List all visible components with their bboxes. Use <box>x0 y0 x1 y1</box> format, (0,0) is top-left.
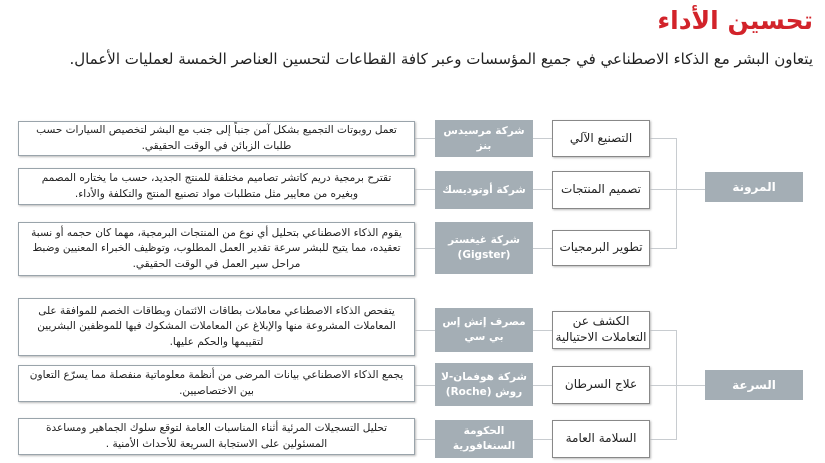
company-box: شركة أوتوديسك <box>435 171 533 209</box>
company-box: مصرف إتش إس بي سي <box>435 308 533 352</box>
category-box: تصميم المنتجات <box>552 171 650 209</box>
connector-line <box>415 248 435 249</box>
bracket-line <box>676 138 677 249</box>
company-box: الحكومة السنغافورية <box>435 420 533 458</box>
page-subtitle: يتعاون البشر مع الذكاء الاصطناعي في جميع المؤسسات وعبر كافة القطاعات لتحسين العناصر الخمسة لعمليات الأعمال. <box>69 50 813 68</box>
category-box: الكشف عن التعاملات الاحتيالية <box>552 311 650 349</box>
bracket-line <box>650 248 676 249</box>
connector-line <box>415 189 435 190</box>
bracket-line <box>650 385 705 386</box>
description-box: تحليل التسجيلات المرئية أثناء المناسبات العامة لتوقع سلوك الجماهير ومساعدة المسئولين على الاستجابة السريعة للأحداث الأمنية . <box>18 418 415 455</box>
connector-line <box>533 439 552 440</box>
connector-line <box>533 189 552 190</box>
description-box: يقوم الذكاء الاصطناعي بتحليل أي نوع من المنتجات البرمجية، مهما كان حجمه أو نسبة تعقيده، مما يتيح للبشر سرعة تقدير العمل المطلوب، وتوظيف الخبراء المعنيين وضبط مراحل سير العمل في الوقت الحقيقي. <box>18 222 415 276</box>
description-box: تعمل روبوتات التجميع بشكل آمن جنباً إلى جنب مع البشر لتخصيص السيارات حسب طلبات الزبائن في الوقت الحقيقي. <box>18 121 415 156</box>
description-box: تقترح برمجية دريم كاتشر تصاميم مختلفة للمنتج الجديد، حسب ما يختاره المصمم وبغيره من معايير مثل متطلبات مواد تصنيع المنتج والتكلفة والأداء. <box>18 168 415 205</box>
connector-line <box>533 330 552 331</box>
description-box: يجمع الذكاء الاصطناعي بيانات المرضى من أنظمة معلوماتية منفصلة مما يسرّع التعاون بين الاختصاصيين. <box>18 365 415 402</box>
company-box: شركة غيغستر (Gigster) <box>435 222 533 274</box>
group-speed: السرعة <box>705 370 803 400</box>
connector-line <box>533 385 552 386</box>
bracket-line <box>650 189 705 190</box>
bracket-line <box>650 439 676 440</box>
connector-line <box>415 330 435 331</box>
bracket-line <box>650 138 676 139</box>
company-box: شركة هوفمان-لا روش (Roche) <box>435 363 533 406</box>
description-box: يتفحص الذكاء الاصطناعي معاملات بطاقات الائتمان وبطاقات الخصم للموافقة على المعاملات المشروعة منها والإبلاغ عن المعاملات المشكوك فيها للموظفين البشريين لتقييمها والحكم عليها. <box>18 298 415 356</box>
category-box: السلامة العامة <box>552 420 650 458</box>
bracket-line <box>650 330 676 331</box>
category-box: تطوير البرمجيات <box>552 230 650 266</box>
category-box: التصنيع الآلي <box>552 120 650 157</box>
connector-line <box>533 138 552 139</box>
connector-line <box>415 385 435 386</box>
page-title: تحسين الأداء <box>657 6 813 35</box>
company-box: شركة مرسيدس بنز <box>435 120 533 157</box>
category-box: علاج السرطان <box>552 366 650 404</box>
group-flexibility: المرونة <box>705 172 803 202</box>
connector-line <box>415 439 435 440</box>
connector-line <box>533 248 552 249</box>
connector-line <box>415 138 435 139</box>
